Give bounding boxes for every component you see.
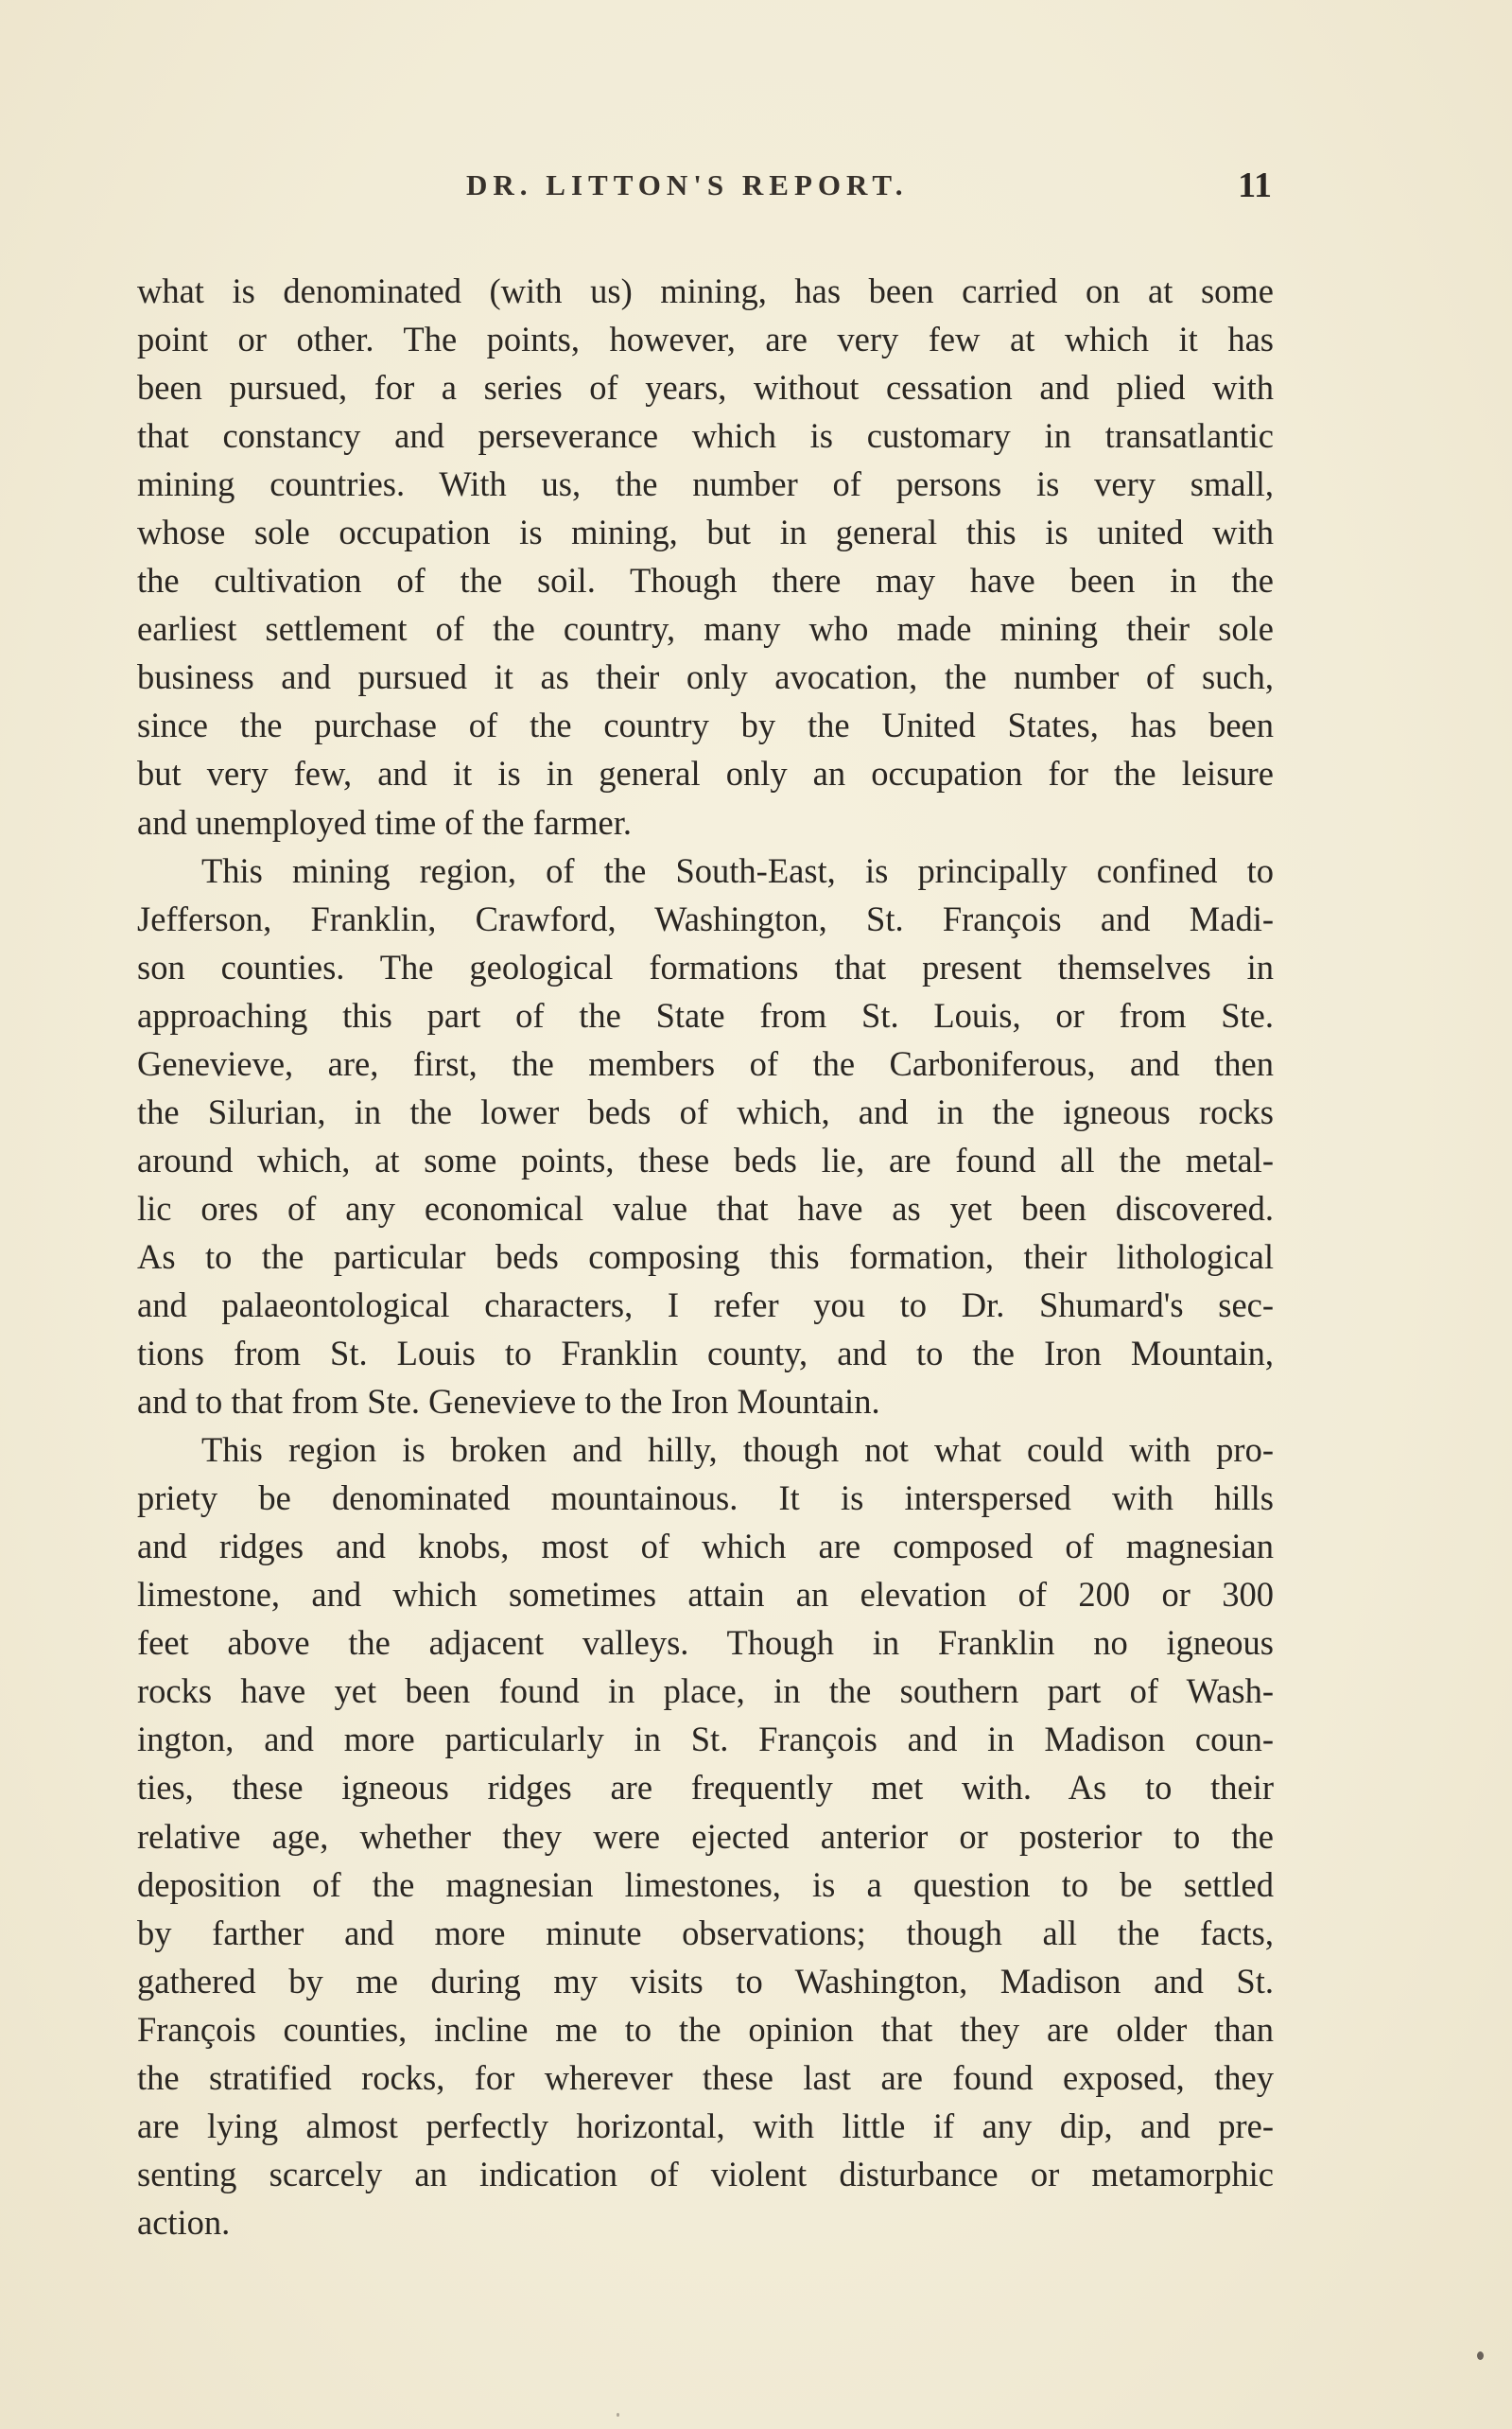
- text-line: by farther and more minute observations; though all the facts,: [137, 1913, 1274, 1952]
- text-line: and unemployed time of the farmer.: [137, 802, 632, 842]
- text-line: around which, at some points, these beds lie, are found all the metal-: [137, 1140, 1274, 1180]
- text-line: the Silurian, in the lower beds of which, and in the igneous rocks: [137, 1092, 1274, 1131]
- body-text: [137, 267, 1274, 2246]
- text-line: relative age, whether they were ejected anterior or posterior to the: [137, 1816, 1274, 1856]
- text-line: feet above the adjacent valleys. Though in Franklin no igneous: [137, 1623, 1274, 1663]
- text-line: Genevieve, are, first, the members of the Carboniferous, and then: [137, 1043, 1274, 1083]
- text-line: gathered by me during my visits to Washington, Madison and St.: [137, 1961, 1274, 2001]
- text-line: François counties, incline me to the opinion that they are older than: [137, 2009, 1274, 2049]
- text-line: point or other. The points, however, are very few at which it has: [137, 320, 1274, 359]
- text-line: that constancy and perseverance which is customary in transatlantic: [137, 416, 1274, 456]
- text-line: mining countries. With us, the number of persons is very small,: [137, 464, 1274, 504]
- paper-speck: [1477, 2351, 1484, 2360]
- paper-speck: [617, 2413, 619, 2417]
- text-line: and to that from Ste. Genevieve to the Iron Mountain.: [137, 1382, 880, 1422]
- text-line: what is denominated (with us) mining, has been carried on at some: [137, 271, 1274, 310]
- text-line: the stratified rocks, for wherever these last are found exposed, they: [137, 2057, 1274, 2097]
- text-line: action.: [137, 2202, 231, 2242]
- text-line: earliest settlement of the country, many who made mining their sole: [137, 609, 1274, 649]
- text-line: and palaeontological characters, I refer you to Dr. Shumard's sec-: [137, 1284, 1274, 1324]
- text-line: lic ores of any economical value that have as yet been discovered.: [137, 1188, 1274, 1228]
- page-number: 11: [1238, 166, 1272, 205]
- text-line: ington, and more particularly in St. François and in Madison coun-: [137, 1720, 1274, 1759]
- text-line: are lying almost perfectly horizontal, with little if any dip, and pre-: [137, 2106, 1274, 2145]
- text-line: business and pursued it as their only avocation, the number of such,: [137, 657, 1274, 697]
- text-line: and ridges and knobs, most of which are composed of magnesian: [137, 1527, 1274, 1566]
- text-line: priety be denominated mountainous. It is interspersed with hills: [137, 1478, 1274, 1518]
- text-line: but very few, and it is in general only an occupation for the leisure: [137, 754, 1274, 794]
- text-line: the cultivation of the soil. Though there may have been in the: [137, 561, 1274, 601]
- text-line: been pursued, for a series of years, without cessation and plied with: [137, 368, 1274, 408]
- text-line: This mining region, of the South-East, is principally confined to: [201, 850, 1274, 890]
- running-title: DR. LITTON'S REPORT.: [466, 168, 909, 201]
- text-line: ties, these igneous ridges are frequently met with. As to their: [137, 1768, 1274, 1808]
- text-line: whose sole occupation is mining, but in general this is united with: [137, 513, 1274, 552]
- text-line: As to the particular beds composing this formation, their lithological: [137, 1236, 1274, 1276]
- text-line: son counties. The geological formations that present themselves in: [137, 947, 1274, 987]
- text-line: since the purchase of the country by the United States, has been: [137, 706, 1274, 745]
- text-line: limestone, and which sometimes attain an elevation of 200 or 300: [137, 1575, 1274, 1615]
- text-line: This region is broken and hilly, though not what could with pro-: [201, 1430, 1274, 1470]
- text-line: deposition of the magnesian limestones, is a question to be settled: [137, 1864, 1274, 1904]
- text-line: approaching this part of the State from St. Louis, or from Ste.: [137, 995, 1274, 1035]
- text-line: tions from St. Louis to Franklin county, and to the Iron Mountain,: [137, 1334, 1274, 1373]
- running-head: [137, 168, 1272, 216]
- text-line: Jefferson, Franklin, Crawford, Washington, St. François and Madi-: [137, 899, 1274, 938]
- text-line: rocks have yet been found in place, in the southern part of Wash-: [137, 1671, 1274, 1711]
- text-line: senting scarcely an indication of violent disturbance or metamorphic: [137, 2154, 1274, 2193]
